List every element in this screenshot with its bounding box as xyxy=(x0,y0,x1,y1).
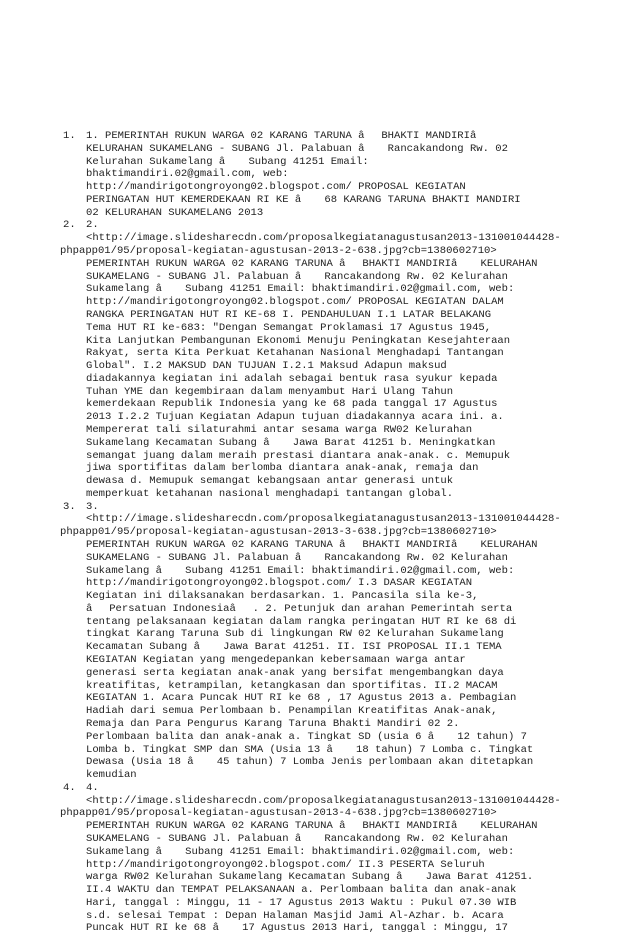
list-item-text-line: phpapp01/95/proposal-kegiatan-agustusan-2013-3-638.jpg?cb=1380602710> xyxy=(60,526,497,539)
list-item-text-line: Hari, tanggal : Minggu, 11 - 17 Agustus 2013 Waktu : Pukul 07.30 WIB xyxy=(86,896,517,909)
list-item-text-line: http://mandirigotongroyong02.blogspot.com/ PROPOSAL KEGIATAN xyxy=(86,181,466,194)
list-item-number: 1. xyxy=(63,130,76,142)
list-item-text-line: <http://image.slidesharecdn.com/proposalkegiatanagustusan2013-131001044428- xyxy=(86,794,561,807)
list-item-text-line: RANGKA PERINGATAN HUT RI KE-68 I. PENDAHULUAN I.1 LATAR BELAKANG xyxy=(86,308,492,321)
document-list-item xyxy=(60,130,620,219)
list-item-number: 2. xyxy=(63,219,76,232)
list-item-text-line: 4. xyxy=(86,781,99,794)
list-item-text-line: II.4 WAKTU dan TEMPAT PELAKSANAAN a. Perlombaan balita dan anak-anak xyxy=(86,884,517,897)
list-item-text-line: PEMERINTAH RUKUN WARGA 02 KARANG TARUNA âBHAKTI MANDIRIâ KELURAHAN xyxy=(86,257,538,270)
list-item-text-line: <http://image.slidesharecdn.com/proposalkegiatanagustusan2013-131001044428- xyxy=(86,513,561,526)
document-list-item xyxy=(60,782,620,935)
document-list xyxy=(60,130,620,935)
list-item-text-line: Kecamatan Subang â Jawa Barat 41251. II. ISI PROPOSAL II.1 TEMA xyxy=(86,641,502,654)
list-item-text-line: s.d. selesai Tempat : Depan Halaman Masjid Jami Al-Azhar. b. Acara xyxy=(86,909,504,922)
list-item-text-line: PERINGATAN HUT KEMERDEKAAN RI KE â 68 KARANG TARUNA BHAKTI MANDIRI xyxy=(86,193,521,206)
list-item-text-line: http://mandirigotongroyong02.blogspot.com/ PROPOSAL KEGIATAN DALAM xyxy=(86,296,504,309)
list-item-text-line: Lomba b. Tingkat SMP dan SMA (Usia 13 â 18 tahun) 7 Lomba c. Tingkat xyxy=(86,743,534,756)
list-item-text-line: Kita Lanjutkan Pembangunan Ekonomi Menuju Peningkatan Kesejahteraan xyxy=(86,334,511,347)
list-item-text-line: Perlombaan balita dan anak-anak a. Tingkat SD (usia 6 â 12 tahun) 7 xyxy=(86,730,527,743)
list-item-text-line: phpapp01/95/proposal-kegiatan-agustusan-2013-2-638.jpg?cb=1380602710> xyxy=(60,245,497,258)
list-item-text-line: Kelurahan Sukamelang â Subang 41251 Email: xyxy=(86,155,369,168)
list-item-text-line: Tuhan YME dan kegembiraan dalam menyambut Hari Ulang Tahun xyxy=(86,385,454,398)
list-item-text-line: tentang pelaksanaan kegiatan dalam rangka peringatan HUT RI ke 68 di xyxy=(86,615,517,628)
list-item-text-line: Sukamelang â Subang 41251 Email: bhaktimandiri.02@gmail.com, web: xyxy=(86,283,515,296)
list-item-text-line: http://mandirigotongroyong02.blogspot.com/ I.3 DASAR KEGIATAN xyxy=(86,577,473,590)
list-item-text-line: Global". I.2 MAKSUD DAN TUJUAN I.2.1 Maksud Adapun maksud xyxy=(86,360,447,373)
list-item-text-line: âPersatuan Indonesiaâ. 2. Petunjuk dan arahan Pemerintah serta xyxy=(86,602,513,615)
list-item-text-line: 1. PEMERINTAH RUKUN WARGA 02 KARANG TARUNA âBHAKTI MANDIRIâ xyxy=(86,130,494,142)
list-item-text-line: semangat juang dalam meraih prestasi diantara anak-anak. c. Memupuk xyxy=(86,449,511,462)
list-item-text-line: <http://image.slidesharecdn.com/proposalkegiatanagustusan2013-131001044428- xyxy=(86,232,561,245)
list-item-text-line: 2. xyxy=(86,219,99,232)
list-item-text-line: http://mandirigotongroyong02.blogspot.com/ II.3 PESERTA Seluruh xyxy=(86,858,485,871)
list-item-text-line: Dewasa (Usia 18 â 45 tahun) 7 Lomba Jenis perlombaan akan ditetapkan xyxy=(86,756,534,769)
document-list-item xyxy=(60,219,620,500)
list-item-text-line: Rakyat, serta Kita Perkuat Ketahanan Nasional Menghadapi Tantangan xyxy=(86,347,504,360)
list-item-text-line: KEGIATAN Kegiatan yang mengedepankan kebersamaan warga antar xyxy=(86,654,466,667)
list-item-text-line: PEMERINTAH RUKUN WARGA 02 KARANG TARUNA âBHAKTI MANDIRIâ KELURAHAN xyxy=(86,539,538,551)
list-item-text-line: PEMERINTAH RUKUN WARGA 02 KARANG TARUNA âBHAKTI MANDIRIâ KELURAHAN xyxy=(86,820,538,833)
list-item-text-line: SUKAMELANG - SUBANG Jl. Palabuan â Rancakandong Rw. 02 Kelurahan xyxy=(86,832,508,845)
list-item-text-line: KELURAHAN SUKAMELANG - SUBANG Jl. Palabuan â Rancakandong Rw. 02 xyxy=(86,142,508,155)
list-item-text-line: Kegiatan ini dilaksanakan berdasarkan. 1. Pancasila sila ke-3, xyxy=(86,590,479,603)
list-item-number: 4. xyxy=(63,781,76,794)
list-item-text-line: Tema HUT RI ke-683: "Dengan Semangat Proklamasi 17 Agustus 1945, xyxy=(86,321,492,334)
list-item-text-line: 2013 I.2.2 Tujuan Kegiatan Adapun tujuan diadakannya acara ini. a. xyxy=(86,411,504,424)
list-item-text-line: kemudian xyxy=(86,769,137,782)
list-item-text-line: Puncak HUT RI ke 68 â 17 Agustus 2013 Hari, tanggal : Minggu, 17 xyxy=(86,922,508,935)
list-item-text-line: kreatifitas, ketrampilan, ketangkasan dan sportifitas. II.2 MACAM xyxy=(86,679,498,692)
list-item-text-line: Sukamelang â Subang 41251 Email: bhaktimandiri.02@gmail.com, web: xyxy=(86,564,515,577)
list-item-text-line: diadakannya kegiatan ini adalah sebagai bentuk rasa syukur kepada xyxy=(86,372,498,385)
list-item-text-line: kemerdekaan Republik Indonesia yang ke 68 pada tanggal 17 Agustus xyxy=(86,398,498,411)
list-item-text-line: Mempererat tali silaturahmi antar sesama warga RW02 Kelurahan xyxy=(86,423,473,436)
list-item-text-line: generasi serta kegiatan anak-anak yang bersifat mengembangkan daya xyxy=(86,666,504,679)
list-item-text-line: KEGIATAN 1. Acara Puncak HUT RI ke 68 , 17 Agustus 2013 a. Pembagian xyxy=(86,692,517,705)
list-item-text-line: 02 KELURAHAN SUKAMELANG 2013 xyxy=(86,206,264,219)
list-item-text-line: tingkat Karang Taruna Sub di lingkungan RW 02 Kelurahan Sukamelang xyxy=(86,628,504,641)
list-item-number: 3. xyxy=(63,500,76,513)
list-item-text-line: Remaja dan Para Pengurus Karang Taruna Bhakti Mandiri 02 2. xyxy=(86,717,460,730)
list-item-text-line: memperkuat ketahanan nasional menghadapi tantangan global. xyxy=(86,487,454,500)
list-item-text-line: phpapp01/95/proposal-kegiatan-agustusan-2013-4-638.jpg?cb=1380602710> xyxy=(60,807,497,820)
list-item-text-line: Sukamelang â Subang 41251 Email: bhaktimandiri.02@gmail.com, web: xyxy=(86,845,515,858)
list-item-text-line: Hadiah dari semua Perlombaan b. Penampilan Kreatifitas Anak-anak, xyxy=(86,705,498,718)
document-list-item xyxy=(60,501,620,782)
list-item-text-line: bhaktimandiri.02@gmail.com, web: xyxy=(86,168,289,181)
list-item-text-line: warga RW02 Kelurahan Sukamelang Kecamatan Subang â Jawa Barat 41251. xyxy=(86,871,534,884)
list-item-text-line: dewasa d. Memupuk semangat kebangsaan antar generasi untuk xyxy=(86,475,454,488)
list-item-text-line: 3. xyxy=(86,500,99,513)
list-item-text-line: SUKAMELANG - SUBANG Jl. Palabuan â Rancakandong Rw. 02 Kelurahan xyxy=(86,551,508,564)
list-item-text-line: jiwa sportifitas dalam berlomba diantara anak-anak, remaja dan xyxy=(86,462,479,475)
list-item-text-line: SUKAMELANG - SUBANG Jl. Palabuan â Rancakandong Rw. 02 Kelurahan xyxy=(86,270,508,283)
list-item-text-line: Sukamelang Kecamatan Subang â Jawa Barat 41251 b. Meningkatkan xyxy=(86,436,496,449)
